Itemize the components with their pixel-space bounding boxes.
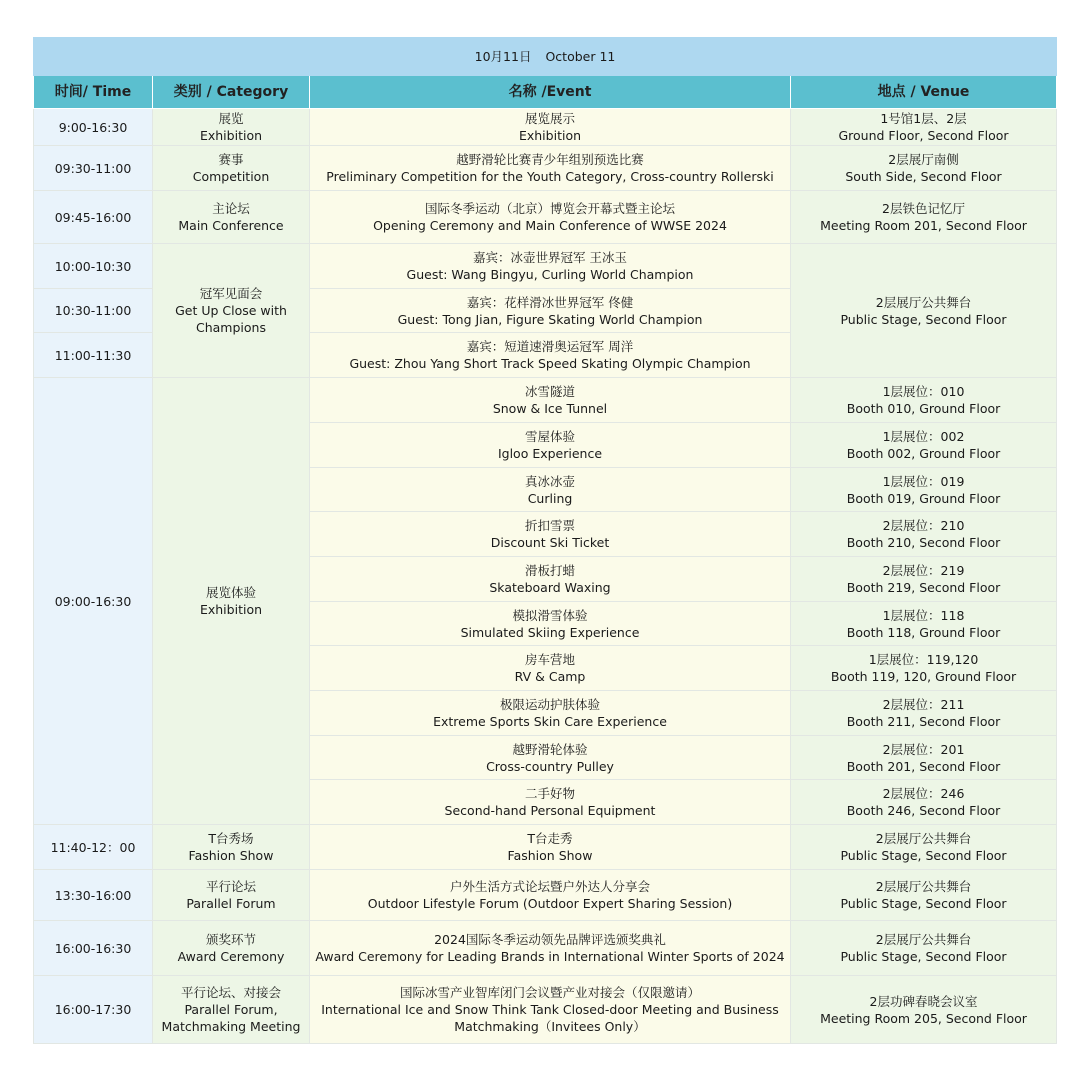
category-cell-line: 展览 [218, 111, 244, 126]
venue-cell-line: 2层展位：246 [882, 786, 965, 801]
venue-cell [791, 191, 1057, 244]
schedule-table [33, 37, 1057, 1044]
col-header-venue: 地点 / Venue [791, 76, 1057, 109]
venue-cell-line: Booth 019, Ground Floor [846, 490, 1001, 506]
venue-cell-line: 2层展厅公共舞台 [875, 831, 972, 846]
event-cell-line: Guest: Wang Bingyu, Curling World Champion [406, 267, 694, 282]
event-cell-line: 国际冬季运动（北京）博览会开幕式暨主论坛 [424, 201, 675, 216]
table-row [34, 244, 1057, 289]
venue-cell-line: Meeting Room 205, Second Floor [820, 1010, 1027, 1026]
table-row [34, 976, 1057, 1044]
venue-cell [791, 109, 1057, 146]
event-cell-line: 房车营地 [524, 652, 575, 667]
event-cell-line: T台走秀 [527, 831, 573, 846]
venue-cell-line: Booth 211, Second Floor [846, 714, 1001, 729]
category-cell-line: 平行论坛 [205, 879, 256, 894]
time-cell: 11:40-12：00 [34, 825, 153, 870]
header-row [34, 76, 1057, 109]
event-cell-line: 嘉宾：短道速滑奥运冠军 周洋 [466, 339, 634, 354]
time-cell: 09:00-16:30 [34, 378, 153, 825]
venue-cell [791, 736, 1057, 780]
event-cell-line: 国际冰雪产业智库闭门会议暨产业对接会（仅限邀请） [399, 985, 700, 1000]
event-cell [310, 468, 791, 512]
venue-cell-line: 2层铁色记忆厅 [882, 201, 965, 216]
category-cell-line: 主论坛 [212, 201, 250, 216]
time-cell: 09:30-11:00 [34, 146, 153, 191]
category-cell [153, 976, 310, 1044]
schedule-body [34, 38, 1057, 1044]
venue-cell-line: Booth 118, Ground Floor [846, 624, 1001, 640]
event-cell-line: Preliminary Competition for the Youth Category, Cross-country Rollerski [326, 169, 774, 184]
venue-cell [791, 557, 1057, 602]
event-cell-line: 滑板打蜡 [524, 563, 575, 578]
time-cell: 13:30-16:00 [34, 870, 153, 921]
category-cell-line: Award Ceremony [177, 949, 285, 964]
event-cell-line: 模拟滑雪体验 [512, 607, 588, 623]
venue-cell-line: 1层展位：118 [882, 607, 965, 623]
date-cn: 10月11日 [474, 49, 532, 64]
time-cell: 16:00-16:30 [34, 921, 153, 976]
venue-cell-line: 2层展位：201 [882, 741, 965, 757]
category-cell-line: 平行论坛、对接会 [180, 985, 281, 1000]
category-cell-line: Get Up Close with [175, 303, 287, 318]
category-cell [153, 109, 310, 146]
category-cell-line: Exhibition [199, 128, 263, 143]
venue-cell [791, 976, 1057, 1044]
event-cell-line: Guest: Zhou Yang Short Track Speed Skating Olympic Champion [349, 356, 751, 371]
event-cell-line: 嘉宾：冰壶世界冠军 王冰玉 [473, 250, 627, 265]
event-cell-line: 户外生活方式论坛暨户外达人分享会 [449, 879, 650, 894]
venue-cell-line: Booth 210, Second Floor [846, 535, 1001, 550]
event-cell-line: Discount Ski Ticket [490, 535, 610, 550]
event-cell-line: Outdoor Lifestyle Forum (Outdoor Expert Sharing Session) [367, 896, 733, 911]
venue-cell-line: Booth 010, Ground Floor [846, 401, 1001, 416]
venue-cell [791, 244, 1057, 378]
event-cell [310, 191, 791, 244]
venue-cell-line: 1层展位：010 [882, 384, 965, 399]
event-cell [310, 557, 791, 602]
time-cell: 16:00-17:30 [34, 976, 153, 1044]
table-row [34, 146, 1057, 191]
table-row [34, 109, 1057, 146]
event-cell-line: Exhibition [518, 128, 582, 143]
date-row [34, 38, 1057, 76]
venue-cell-line: 2层功碑春晓会议室 [869, 993, 978, 1009]
time-cell: 9:00-16:30 [34, 109, 153, 146]
venue-cell-line: 2层展厅公共舞台 [875, 932, 972, 947]
event-cell-line: Matchmaking（Invitees Only） [454, 1019, 646, 1034]
venue-cell-line: 1层展位：119,120 [868, 652, 979, 667]
venue-cell-line: 1层展位：019 [882, 473, 965, 489]
venue-cell-line: Booth 219, Second Floor [846, 580, 1001, 595]
event-cell-line: 二手好物 [524, 786, 575, 801]
category-cell-line: Parallel Forum [186, 896, 276, 911]
category-cell [153, 825, 310, 870]
venue-cell-line: Public Stage, Second Floor [840, 896, 1007, 911]
event-cell-line: Snow & Ice Tunnel [492, 401, 608, 416]
category-cell [153, 191, 310, 244]
event-cell-line: Second-hand Personal Equipment [444, 803, 656, 818]
event-cell [310, 289, 791, 333]
event-cell-line: International Ice and Snow Think Tank Closed-door Meeting and Business [321, 1002, 779, 1017]
event-cell-line: Skateboard Waxing [489, 580, 611, 595]
event-cell-line: 展览展示 [524, 111, 575, 126]
event-cell [310, 423, 791, 468]
category-cell [153, 244, 310, 378]
event-cell [310, 378, 791, 423]
category-cell [153, 378, 310, 825]
event-cell [310, 244, 791, 289]
event-cell-line: RV & Camp [514, 669, 586, 684]
venue-cell [791, 870, 1057, 921]
venue-cell-line: Public Stage, Second Floor [840, 848, 1007, 863]
venue-cell-line: Booth 119, 120, Ground Floor [830, 669, 1017, 684]
event-cell-line: Award Ceremony for Leading Brands in International Winter Sports of 2024 [315, 949, 785, 964]
event-cell [310, 512, 791, 557]
category-cell-line: Parallel Forum, [184, 1002, 278, 1017]
table-row [34, 921, 1057, 976]
event-cell [310, 780, 791, 825]
venue-cell [791, 691, 1057, 736]
venue-cell-line: 2层展位：211 [882, 697, 965, 712]
venue-cell-line: Public Stage, Second Floor [840, 311, 1007, 327]
venue-cell [791, 468, 1057, 512]
event-cell [310, 146, 791, 191]
event-cell-line: Extreme Sports Skin Care Experience [433, 714, 667, 729]
event-cell-line: Igloo Experience [497, 446, 603, 461]
category-cell-line: 赛事 [218, 152, 244, 167]
venue-cell-line: Booth 246, Second Floor [846, 803, 1001, 818]
category-cell-line: 冠军见面会 [199, 286, 263, 301]
event-cell-line: Guest: Tong Jian, Figure Skating World Champion [397, 311, 703, 327]
venue-cell-line: 2层展厅南侧 [888, 152, 959, 167]
category-cell [153, 146, 310, 191]
col-header-time: 时间/ Time [34, 76, 153, 109]
venue-cell-line: Public Stage, Second Floor [840, 949, 1007, 964]
col-header-category: 类别 / Category [153, 76, 310, 109]
event-cell [310, 602, 791, 646]
event-cell [310, 870, 791, 921]
time-cell: 11:00-11:30 [34, 333, 153, 378]
venue-cell-line: Booth 002, Ground Floor [846, 446, 1001, 461]
time-cell: 10:30-11:00 [34, 289, 153, 333]
venue-cell-line: 2层展厅公共舞台 [875, 879, 972, 894]
venue-cell [791, 423, 1057, 468]
event-cell-line: 真冰冰壶 [524, 473, 575, 489]
event-cell-line: Curling [527, 490, 573, 506]
venue-cell [791, 146, 1057, 191]
venue-cell [791, 921, 1057, 976]
event-cell-line: 越野滑轮体验 [512, 741, 588, 757]
event-cell-line: Cross-country Pulley [486, 758, 614, 774]
event-cell-line: 越野滑轮比赛青少年组别预选比赛 [456, 152, 644, 167]
venue-cell-line: Meeting Room 201, Second Floor [820, 218, 1027, 233]
category-cell-line: 颁奖环节 [205, 932, 256, 947]
event-cell-line: 折扣雪票 [524, 518, 575, 533]
event-cell-line: Fashion Show [507, 848, 593, 863]
event-cell-line: 嘉宾：花样滑冰世界冠军 佟健 [466, 294, 634, 310]
category-cell-line: Competition [192, 169, 270, 184]
event-cell [310, 736, 791, 780]
table-row [34, 825, 1057, 870]
category-cell-line: Champions [196, 320, 266, 335]
event-cell [310, 691, 791, 736]
venue-cell-line: 1层展位：002 [882, 429, 965, 444]
category-cell-line: Main Conference [178, 218, 284, 233]
venue-cell [791, 780, 1057, 825]
venue-cell-line: Booth 201, Second Floor [846, 758, 1001, 774]
venue-cell [791, 512, 1057, 557]
venue-cell-line: 1号馆1层、2层 [880, 111, 967, 126]
date-en: October 11 [545, 49, 616, 64]
event-cell [310, 825, 791, 870]
col-header-event: 名称 /Event [310, 76, 791, 109]
venue-cell-line: South Side, Second Floor [845, 169, 1002, 184]
time-cell: 10:00-10:30 [34, 244, 153, 289]
category-cell [153, 921, 310, 976]
category-cell-line: Fashion Show [188, 848, 274, 863]
venue-cell [791, 378, 1057, 423]
category-cell-line: Matchmaking Meeting [161, 1019, 301, 1034]
date-cell [34, 38, 1057, 76]
time-cell: 09:45-16:00 [34, 191, 153, 244]
category-cell [153, 870, 310, 921]
venue-cell-line: 2层展厅公共舞台 [875, 294, 972, 310]
venue-cell [791, 646, 1057, 691]
venue-cell-line: Ground Floor, Second Floor [838, 128, 1009, 143]
venue-cell-line: 2层展位：219 [882, 563, 965, 578]
table-row [34, 870, 1057, 921]
venue-cell [791, 602, 1057, 646]
event-cell [310, 976, 791, 1044]
event-cell-line: Simulated Skiing Experience [460, 624, 640, 640]
venue-cell-line: 2层展位：210 [882, 518, 965, 533]
event-cell-line: Opening Ceremony and Main Conference of WWSE 2024 [373, 218, 727, 233]
event-cell [310, 646, 791, 691]
category-cell-line: Exhibition [199, 602, 263, 617]
venue-cell [791, 825, 1057, 870]
event-cell-line: 2024国际冬季运动领先品牌评选颁奖典礼 [434, 932, 666, 947]
event-cell-line: 冰雪隧道 [524, 384, 575, 399]
category-cell-line: T台秀场 [208, 831, 254, 846]
event-cell [310, 921, 791, 976]
category-cell-line: 展览体验 [205, 585, 256, 600]
table-row [34, 378, 1057, 423]
table-row [34, 191, 1057, 244]
event-cell [310, 333, 791, 378]
event-cell [310, 109, 791, 146]
event-cell-line: 雪屋体验 [524, 429, 575, 444]
event-cell-line: 极限运动护肤体验 [499, 697, 600, 712]
